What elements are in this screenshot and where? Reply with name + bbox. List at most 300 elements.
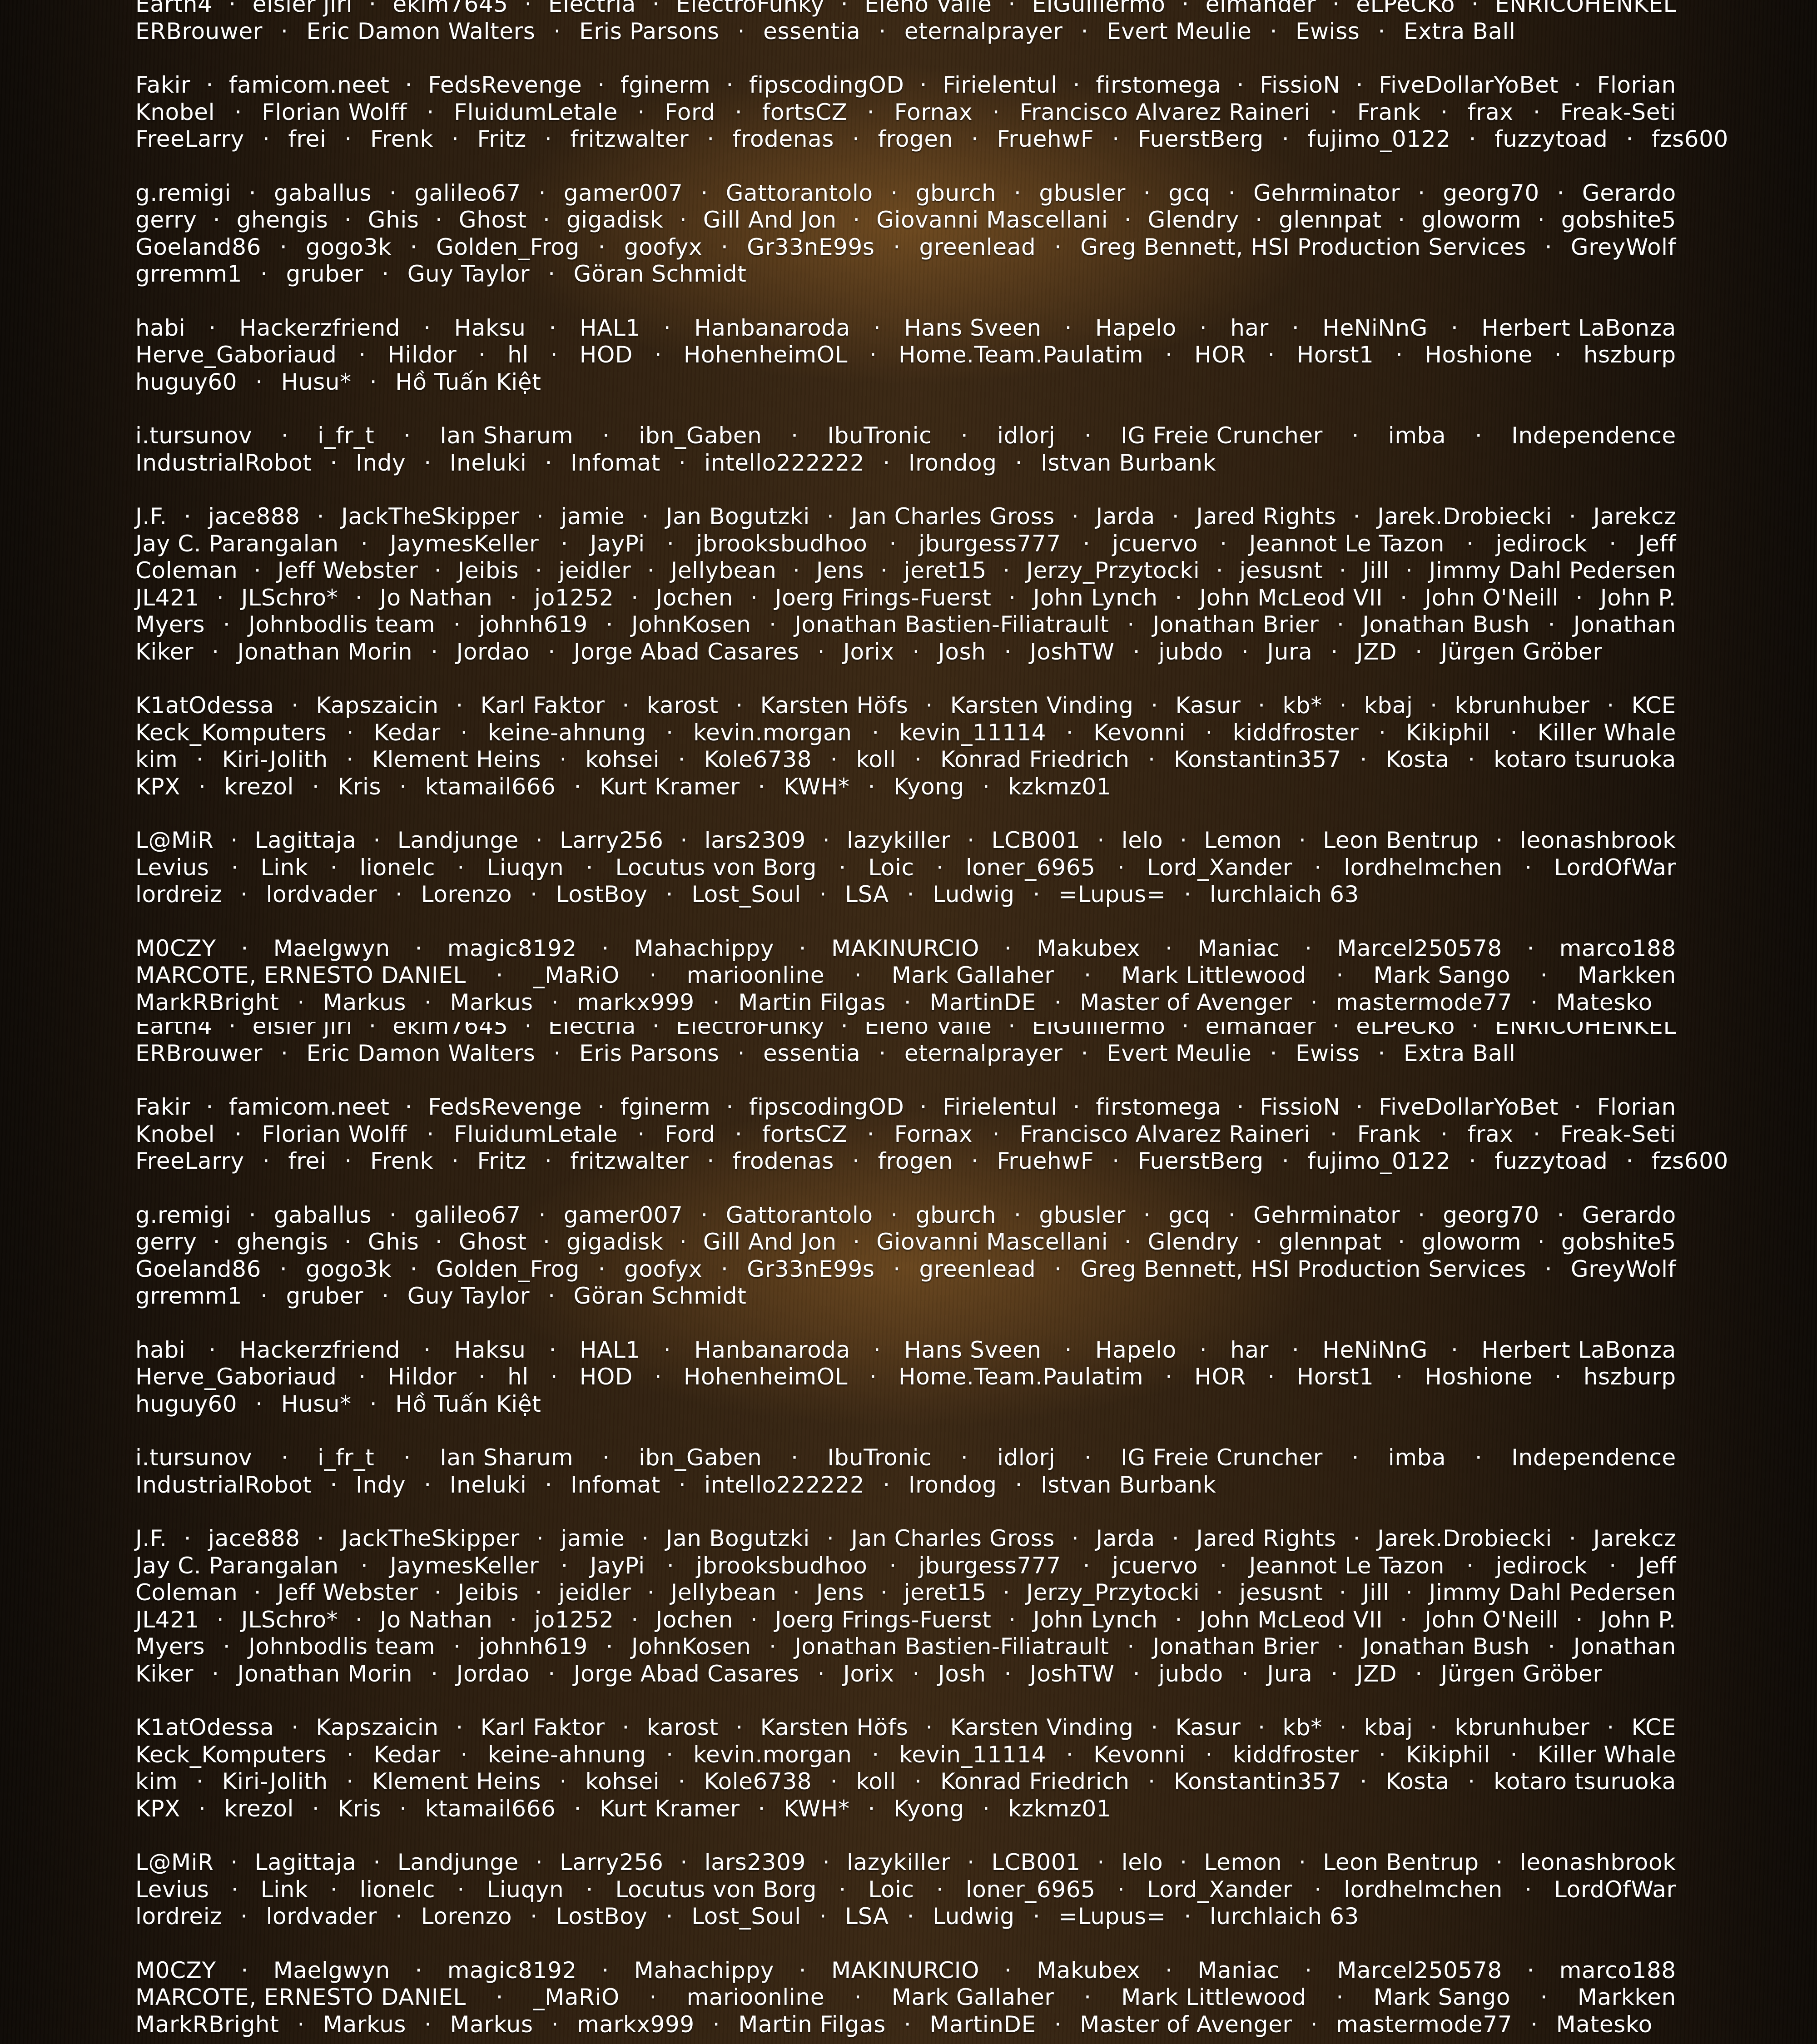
separator-dot: · — [1165, 935, 1173, 962]
separator-dot: · — [395, 1903, 403, 1930]
credit-name: fuzzytoad — [1494, 1148, 1608, 1175]
credit-name: jace888 — [208, 1525, 300, 1553]
separator-dot: · — [1065, 315, 1072, 342]
separator-dot: · — [852, 126, 860, 153]
separator-dot: · — [410, 234, 418, 261]
credit-name: Gr33nE99s — [747, 234, 874, 261]
credit-name: Haksu — [454, 1337, 526, 1364]
separator-dot: · — [647, 1579, 655, 1607]
separator-dot: · — [330, 1472, 338, 1499]
separator-dot: · — [234, 99, 242, 126]
separator-dot: · — [1014, 1202, 1022, 1229]
credit-name: John O'Neill — [1425, 585, 1559, 612]
credit-name: jo1252 — [534, 585, 614, 612]
separator-dot: · — [1124, 1229, 1132, 1256]
credit-name: FruehwF — [997, 126, 1094, 153]
credit-name: fujimo_0122 — [1307, 126, 1450, 153]
credit-name: Jordao — [457, 1661, 530, 1688]
separator-dot: · — [355, 585, 363, 612]
credit-name: Leon Bentrup — [1323, 827, 1479, 854]
credit-name: Landjunge — [397, 827, 519, 854]
credit-name: Jay C. Parangalan — [135, 531, 339, 558]
credit-name: frogen — [878, 126, 953, 153]
credit-name: Jochen — [655, 1607, 733, 1634]
credit-name: Mark Gallaher — [892, 1984, 1054, 2011]
credit-name: Istvan Burbank — [1041, 1472, 1216, 1499]
separator-dot: · — [212, 1661, 219, 1688]
credit-name: Jonathan — [1574, 611, 1676, 639]
credit-name: FiveDollarYoBet — [1379, 72, 1559, 99]
credit-name: Kevonni — [1093, 719, 1186, 747]
separator-dot: · — [1228, 180, 1236, 207]
credit-name: Ewiss — [1296, 18, 1360, 45]
credit-name: ibn_Gaben — [639, 422, 762, 450]
separator-dot: · — [358, 1364, 366, 1391]
credit-name: Frenk — [370, 1148, 433, 1175]
credit-name: Fakir — [135, 72, 190, 99]
credit-name: kevin_11114 — [899, 1741, 1046, 1769]
separator-dot: · — [1405, 1579, 1413, 1607]
credit-name: gerry — [135, 207, 197, 234]
separator-dot: · — [403, 1444, 411, 1472]
credit-name: FedsRevenge — [428, 72, 582, 99]
separator-dot: · — [869, 1364, 877, 1391]
credit-name: Konstantin357 — [1174, 1768, 1341, 1796]
separator-dot: · — [1466, 531, 1474, 558]
credit-name: karost — [647, 692, 719, 719]
separator-dot: · — [1496, 827, 1504, 854]
separator-dot: · — [914, 1768, 922, 1796]
separator-dot: · — [1299, 827, 1306, 854]
credit-name: HAL1 — [580, 315, 640, 342]
separator-dot: · — [1337, 611, 1345, 639]
separator-dot: · — [1228, 1202, 1236, 1229]
separator-dot: · — [1127, 1633, 1135, 1661]
credit-name: Husu* — [281, 369, 352, 396]
separator-dot: · — [819, 1903, 827, 1930]
credit-name: Gerardo — [1582, 1202, 1676, 1229]
separator-dot: · — [551, 989, 559, 1017]
credit-name: gburch — [916, 180, 996, 207]
separator-dot: · — [853, 207, 860, 234]
credit-name: IbuTronic — [827, 422, 932, 450]
separator-dot: · — [880, 1579, 888, 1607]
credit-name: gcq — [1168, 1202, 1211, 1229]
credit-name: ktamail666 — [425, 774, 556, 801]
credit-name: JL421 — [135, 585, 199, 612]
separator-dot: · — [452, 126, 459, 153]
separator-dot: · — [993, 1121, 1000, 1148]
credit-name: Johnbodlis team — [248, 611, 435, 639]
credit-name: essentia — [763, 18, 860, 45]
separator-dot: · — [823, 1849, 830, 1876]
credit-name: JL421 — [135, 1607, 199, 1634]
separator-dot: · — [1533, 99, 1541, 126]
credit-name: Eleno Valle — [864, 1022, 992, 1040]
credit-name: Kikiphil — [1406, 719, 1490, 747]
separator-dot: · — [893, 234, 901, 261]
separator-dot: · — [1557, 1202, 1565, 1229]
credit-name: John Lynch — [1033, 1607, 1157, 1634]
credit-name: frei — [288, 126, 326, 153]
separator-dot: · — [889, 1553, 897, 1580]
credit-name: Lorenzo — [421, 881, 512, 908]
credit-name: fzs600 — [1652, 126, 1728, 153]
credit-name: LSA — [845, 881, 889, 908]
credit-name: MARCOTE, ERNESTO DANIEL — [135, 1984, 466, 2011]
credit-name: hszburp — [1584, 342, 1676, 369]
credit-name: Freak-Seti — [1560, 99, 1676, 126]
separator-dot: · — [249, 180, 257, 207]
separator-dot: · — [1073, 72, 1081, 99]
credit-name: imba — [1388, 1444, 1446, 1472]
separator-dot: · — [551, 1364, 558, 1391]
credit-name: loner_6965 — [966, 1876, 1096, 1904]
credit-name: Eric Damon Walters — [307, 18, 536, 45]
credit-name: goofyx — [624, 1256, 702, 1283]
separator-dot: · — [1530, 989, 1538, 1017]
credit-name: kbaj — [1364, 692, 1413, 719]
credit-name: Goeland86 — [135, 1256, 261, 1283]
separator-dot: · — [206, 72, 213, 99]
credit-name: Marcel250578 — [1337, 1957, 1502, 1984]
credit-name: hl — [507, 342, 529, 369]
credit-name: Kyong — [894, 1796, 964, 1823]
separator-dot: · — [1314, 1876, 1322, 1904]
separator-dot: · — [631, 1607, 639, 1634]
separator-dot: · — [680, 207, 687, 234]
separator-dot: · — [1305, 1957, 1312, 1984]
separator-dot: · — [721, 234, 729, 261]
separator-dot: · — [223, 611, 231, 639]
separator-dot: · — [240, 881, 248, 908]
credit-name: Hapelo — [1095, 315, 1177, 342]
separator-dot: · — [370, 1391, 377, 1418]
credit-name: Jo Nathan — [380, 1607, 492, 1634]
separator-dot: · — [1083, 1553, 1091, 1580]
separator-dot: · — [819, 881, 827, 908]
separator-dot: · — [280, 1256, 288, 1283]
credit-name: Jeff Webster — [278, 557, 418, 585]
credit-name: Keck_Komputers — [135, 719, 327, 747]
separator-dot: · — [1451, 315, 1459, 342]
credit-name: firstomega — [1096, 1094, 1221, 1121]
credit-name: i.tursunov — [135, 1444, 252, 1472]
credit-name: FuerstBerg — [1138, 126, 1264, 153]
separator-dot: · — [1054, 1256, 1062, 1283]
credit-name: M0CZY — [135, 935, 216, 962]
credit-name: Ford — [665, 1121, 715, 1148]
separator-dot: · — [1216, 557, 1224, 585]
credit-name: Indy — [356, 450, 406, 477]
separator-dot: · — [545, 126, 552, 153]
separator-dot: · — [344, 126, 352, 153]
credit-name: Extra Ball — [1404, 1040, 1516, 1067]
credit-name: kiddfroster — [1233, 719, 1359, 747]
credit-name: Levius — [135, 1876, 209, 1904]
credit-name: Ghis — [368, 1229, 419, 1256]
credit-name: Eleno Valle — [864, 0, 992, 18]
separator-dot: · — [317, 1525, 325, 1553]
separator-dot: · — [1332, 0, 1340, 18]
credit-name: leonashbrook — [1520, 1849, 1676, 1876]
credit-name: Freak-Seti — [1560, 1121, 1676, 1148]
credit-name: intello222222 — [704, 450, 864, 477]
separator-dot: · — [1073, 1094, 1081, 1121]
credit-name: Jorix — [843, 639, 894, 666]
separator-dot: · — [209, 315, 216, 342]
credit-name: HohenheimOL — [684, 342, 848, 369]
credit-name: glennpat — [1279, 207, 1382, 234]
separator-dot: · — [539, 180, 546, 207]
credit-name: Jarek.Drobiecki — [1377, 503, 1552, 531]
separator-dot: · — [1395, 342, 1403, 369]
credit-name: jubdo — [1158, 1661, 1223, 1688]
separator-dot: · — [1065, 1337, 1072, 1364]
credit-name: Mark Sango — [1373, 962, 1510, 989]
credit-name: eLPeCKo — [1356, 1022, 1455, 1040]
credit-name: Karl Faktor — [481, 1714, 605, 1741]
credit-name: Hồ Tuấn Kiệt — [395, 1391, 541, 1418]
separator-dot: · — [854, 962, 862, 989]
credit-name: Greg Bennett, HSI Production Services — [1080, 1256, 1526, 1283]
credit-name: Golden_Frog — [436, 1256, 580, 1283]
separator-dot: · — [799, 935, 807, 962]
separator-dot: · — [1468, 746, 1475, 774]
credit-name: FiveDollarYoBet — [1379, 1094, 1559, 1121]
separator-dot: · — [868, 1796, 876, 1823]
separator-dot: · — [655, 1364, 662, 1391]
credit-name: Greg Bennett, HSI Production Services — [1080, 234, 1526, 261]
credit-name: JayPi — [590, 531, 645, 558]
credit-name: lelo — [1122, 1849, 1163, 1876]
separator-dot: · — [1143, 180, 1151, 207]
separator-dot: · — [622, 1714, 630, 1741]
credit-name: JayPi — [590, 1553, 645, 1580]
credit-name: Kris — [338, 1796, 382, 1823]
credit-name: Killer Whale — [1538, 719, 1676, 747]
credit-name: Kapszaicin — [316, 1714, 438, 1741]
credit-name: L@MiR — [135, 1849, 214, 1876]
separator-dot: · — [1430, 1714, 1438, 1741]
separator-dot: · — [281, 422, 289, 450]
credit-name: Markus — [450, 989, 533, 1017]
separator-dot: · — [1220, 531, 1227, 558]
separator-dot: · — [1182, 0, 1189, 18]
credit-name: eLPeCKo — [1356, 0, 1455, 18]
credit-name: Locutus von Borg — [615, 1876, 817, 1904]
separator-dot: · — [622, 692, 630, 719]
credit-name: Matesko — [1556, 989, 1653, 1017]
credit-name: Gehrminator — [1253, 1202, 1400, 1229]
separator-dot: · — [799, 1957, 807, 1984]
credit-name: kbrunhuber — [1455, 692, 1589, 719]
credit-name: Giovanni Mascellani — [876, 1229, 1108, 1256]
separator-dot: · — [678, 1768, 686, 1796]
credit-name: Lemon — [1204, 1849, 1282, 1876]
credit-name: Kiri-Jolith — [222, 1768, 328, 1796]
separator-dot: · — [453, 1633, 461, 1661]
separator-dot: · — [559, 746, 567, 774]
credit-name: Kasur — [1176, 692, 1241, 719]
separator-dot: · — [598, 1256, 606, 1283]
credit-name: John Lynch — [1033, 585, 1157, 612]
separator-dot: · — [1258, 1714, 1266, 1741]
separator-dot: · — [1548, 1633, 1556, 1661]
credit-name: koll — [856, 1768, 896, 1796]
credit-name: Jeibis — [458, 557, 519, 585]
separator-dot: · — [457, 854, 465, 882]
separator-dot: · — [913, 639, 920, 666]
credit-name: Göran Schmidt — [574, 1283, 747, 1310]
credit-name: HAL1 — [580, 1337, 640, 1364]
credit-name: MarkRBright — [135, 989, 279, 1017]
credit-name: Infomat — [571, 1472, 660, 1499]
separator-dot: · — [574, 1796, 581, 1823]
credit-name: MAKINURCIO — [831, 1957, 979, 1984]
separator-dot: · — [554, 1040, 561, 1067]
separator-dot: · — [403, 422, 411, 450]
credit-name: fritzwalter — [570, 126, 689, 153]
credit-name: marioonline — [687, 962, 825, 989]
separator-dot: · — [355, 1607, 363, 1634]
separator-dot: · — [1557, 180, 1565, 207]
separator-dot: · — [382, 261, 389, 288]
separator-dot: · — [700, 180, 708, 207]
credit-name: Joerg Frings-Fuerst — [775, 585, 992, 612]
credit-name: kevin_11114 — [899, 719, 1046, 747]
credit-name: Jorge Abad Casares — [574, 1661, 799, 1688]
separator-dot: · — [1004, 935, 1012, 962]
separator-dot: · — [281, 18, 288, 45]
credit-name: Gehrminator — [1253, 180, 1400, 207]
credit-name: Killer Whale — [1538, 1741, 1676, 1769]
separator-dot: · — [424, 450, 432, 477]
credit-name: Ineluki — [450, 1472, 527, 1499]
credit-name: kim — [135, 746, 178, 774]
separator-dot: · — [971, 126, 979, 153]
credit-name: Jan Bogutzki — [666, 503, 810, 531]
credit-name: Hans Sveen — [904, 315, 1041, 342]
separator-dot: · — [543, 1229, 551, 1256]
separator-dot: · — [1299, 1849, 1306, 1876]
separator-dot: · — [548, 261, 556, 288]
separator-dot: · — [561, 531, 568, 558]
credit-name: Irondog — [908, 1472, 997, 1499]
separator-dot: · — [410, 1256, 418, 1283]
separator-dot: · — [680, 1849, 688, 1876]
credit-name: fzs600 — [1652, 1148, 1728, 1175]
separator-dot: · — [1400, 1607, 1408, 1634]
credit-name: MAKINURCIO — [831, 935, 979, 962]
credit-name: fritzwalter — [570, 1148, 689, 1175]
separator-dot: · — [361, 531, 368, 558]
separator-dot: · — [606, 1633, 614, 1661]
separator-dot: · — [830, 746, 838, 774]
credit-name: Jordao — [457, 639, 530, 666]
credit-name: galileo67 — [414, 180, 521, 207]
credit-name: Mahachippy — [634, 1957, 774, 1984]
credit-name: Kole6738 — [704, 746, 812, 774]
separator-dot: · — [854, 1984, 862, 2011]
credit-name: lars2309 — [705, 1849, 806, 1876]
separator-dot: · — [1311, 2011, 1318, 2039]
credit-name: magic8192 — [447, 935, 577, 962]
separator-dot: · — [597, 1094, 605, 1121]
credit-name: idlorj — [997, 422, 1055, 450]
separator-dot: · — [649, 1984, 657, 2011]
credit-name: i.tursunov — [135, 422, 252, 450]
credit-name: ElectroFunky — [676, 1022, 824, 1040]
separator-dot: · — [872, 1741, 879, 1769]
separator-dot: · — [936, 1876, 944, 1904]
separator-dot: · — [452, 1148, 459, 1175]
credit-name: jedirock — [1496, 531, 1588, 558]
separator-dot: · — [1270, 18, 1277, 45]
separator-dot: · — [1282, 126, 1290, 153]
separator-dot: · — [961, 422, 968, 450]
credit-name: gigadisk — [566, 207, 663, 234]
separator-dot: · — [369, 0, 377, 18]
separator-dot: · — [961, 1444, 968, 1472]
credit-name: kohsei — [585, 746, 660, 774]
separator-dot: · — [1112, 1148, 1120, 1175]
credit-name: Josh — [938, 639, 986, 666]
credit-name: Hoshione — [1425, 1364, 1533, 1391]
credit-name: firstomega — [1096, 72, 1221, 99]
separator-dot: · — [1200, 315, 1207, 342]
separator-dot: · — [545, 450, 553, 477]
credit-name: Independence — [1511, 422, 1676, 450]
separator-dot: · — [1352, 1444, 1360, 1472]
credit-name: LostBoy — [556, 1903, 648, 1930]
credit-name: Jürgen Gröber — [1441, 1661, 1603, 1688]
separator-dot: · — [344, 1229, 352, 1256]
credit-name: Liuqyn — [487, 854, 564, 882]
credit-name: Kasur — [1176, 1714, 1241, 1741]
separator-dot: · — [598, 234, 606, 261]
credit-name: Hapelo — [1095, 1337, 1177, 1364]
credit-name: Jan Bogutzki — [666, 1525, 810, 1553]
credit-name: Jerzy_Przytocki — [1026, 1579, 1200, 1607]
separator-dot: · — [543, 207, 551, 234]
separator-dot: · — [1015, 450, 1023, 477]
credit-name: Lagittaja — [255, 827, 357, 854]
credit-name: krezol — [224, 774, 294, 801]
separator-dot: · — [1255, 207, 1263, 234]
credit-name: Mark Littlewood — [1121, 1984, 1306, 2011]
separator-dot: · — [738, 18, 745, 45]
separator-dot: · — [1510, 1741, 1518, 1769]
separator-dot: · — [241, 935, 248, 962]
separator-dot: · — [735, 692, 743, 719]
credit-name: kotaro tsuruoka — [1494, 1768, 1676, 1796]
separator-dot: · — [545, 1472, 553, 1499]
separator-dot: · — [525, 0, 532, 18]
credit-name: idlorj — [997, 1444, 1055, 1472]
separator-dot: · — [548, 639, 556, 666]
credit-name: Keck_Komputers — [135, 1741, 327, 1769]
separator-dot: · — [1292, 315, 1300, 342]
separator-dot: · — [389, 180, 397, 207]
credit-name: jeidler — [559, 557, 631, 585]
separator-dot: · — [496, 1984, 503, 2011]
separator-dot: · — [1569, 1525, 1577, 1553]
credit-name: Herve_Gaboriaud — [135, 342, 337, 369]
credit-name: Fornax — [894, 1121, 973, 1148]
credit-name: FruehwF — [997, 1148, 1094, 1175]
separator-dot: · — [241, 1957, 248, 1984]
